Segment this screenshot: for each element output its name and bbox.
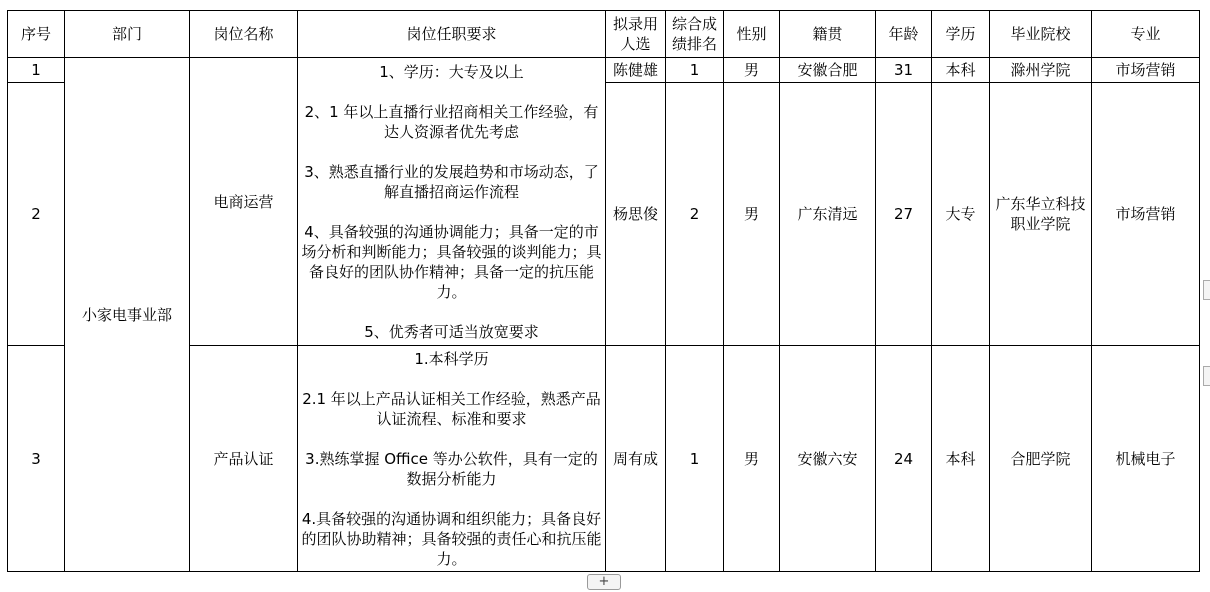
- cell-school[interactable]: 合肥学院: [990, 346, 1092, 572]
- cell-origin[interactable]: 安徽合肥: [780, 58, 876, 83]
- header-cell-school[interactable]: 毕业院校: [990, 11, 1092, 58]
- cell-no[interactable]: 3: [8, 346, 65, 572]
- cell-gender[interactable]: 男: [724, 83, 780, 346]
- cell-position-name[interactable]: 产品认证: [190, 346, 298, 572]
- header-cell-gender[interactable]: 性别: [724, 11, 780, 58]
- header-cell-requirements[interactable]: 岗位任职要求: [298, 11, 606, 58]
- cell-requirements[interactable]: 1、学历：大专及以上 2、1 年以上直播行业招商相关工作经验，有达人资源者优先考虑 3、熟悉直播行业的发展趋势和市场动态，了解直播招商运作流程 4、具备较强的沟通协调能力；具备一定的市场分析和判断能力；具备较强的谈判能力；具备良好的团队协作精神；具备一定的抗压能力。 5、优秀者可适当放宽要求: [298, 58, 606, 346]
- cell-rank[interactable]: 1: [666, 346, 724, 572]
- cell-education[interactable]: 本科: [932, 58, 990, 83]
- cell-major[interactable]: 机械电子: [1092, 346, 1200, 572]
- cell-rank[interactable]: 1: [666, 58, 724, 83]
- cell-department[interactable]: 小家电事业部: [65, 58, 190, 572]
- header-cell-position[interactable]: 岗位名称: [190, 11, 298, 58]
- cell-age[interactable]: 27: [876, 83, 932, 346]
- cell-school[interactable]: 滁州学院: [990, 58, 1092, 83]
- add-row-button[interactable]: +: [587, 574, 621, 590]
- header-cell-age[interactable]: 年龄: [876, 11, 932, 58]
- header-cell-department[interactable]: 部门: [65, 11, 190, 58]
- cell-education[interactable]: 本科: [932, 346, 990, 572]
- cell-major[interactable]: 市场营销: [1092, 58, 1200, 83]
- cell-candidate[interactable]: 陈健雄: [606, 58, 666, 83]
- header-cell-origin[interactable]: 籍贯: [780, 11, 876, 58]
- cell-requirements[interactable]: 1.本科学历 2.1 年以上产品认证相关工作经验，熟悉产品认证流程、标准和要求 3.熟练掌握 Office 等办公软件，具有一定的数据分析能力 4.具备较强的沟通协调和组织能力；具备良好的团队协助精神；具备较强的责任心和抗压能力。: [298, 346, 606, 572]
- cell-age[interactable]: 24: [876, 346, 932, 572]
- header-cell-candidate[interactable]: 拟录用人选: [606, 11, 666, 58]
- cell-position-name[interactable]: 电商运营: [190, 58, 298, 346]
- cell-no[interactable]: 2: [8, 83, 65, 346]
- cell-major[interactable]: 市场营销: [1092, 83, 1200, 346]
- cell-candidate[interactable]: 周有成: [606, 346, 666, 572]
- table-row: [8, 58, 1200, 83]
- header-cell-no[interactable]: 序号: [8, 11, 65, 58]
- cell-no[interactable]: 1: [8, 58, 65, 83]
- cell-candidate[interactable]: 杨思俊: [606, 83, 666, 346]
- column-handle-icon[interactable]: [1203, 366, 1210, 386]
- cell-education[interactable]: 大专: [932, 83, 990, 346]
- cell-school[interactable]: 广东华立科技职业学院: [990, 83, 1092, 346]
- add-column-handle-icon[interactable]: [1203, 280, 1210, 300]
- cell-rank[interactable]: 2: [666, 83, 724, 346]
- cell-origin[interactable]: 安徽六安: [780, 346, 876, 572]
- header-cell-education[interactable]: 学历: [932, 11, 990, 58]
- cell-age[interactable]: 31: [876, 58, 932, 83]
- header-cell-major[interactable]: 专业: [1092, 11, 1200, 58]
- cell-gender[interactable]: 男: [724, 346, 780, 572]
- header-cell-rank[interactable]: 综合成绩排名: [666, 11, 724, 58]
- cell-gender[interactable]: 男: [724, 58, 780, 83]
- cell-origin[interactable]: 广东清远: [780, 83, 876, 346]
- header-row: [8, 11, 1200, 58]
- recruitment-table: [7, 10, 1200, 572]
